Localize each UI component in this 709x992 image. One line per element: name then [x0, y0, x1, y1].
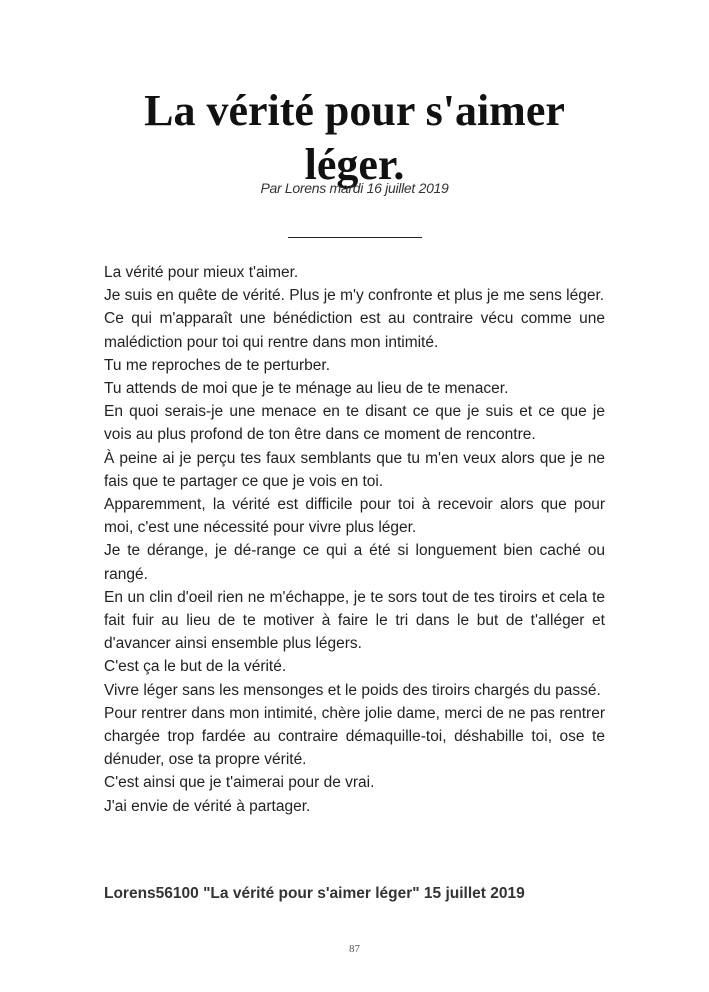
- paragraph: Tu attends de moi que je te ménage au lieu de te menacer.: [104, 380, 509, 398]
- paragraph: Pour rentrer dans mon intimité, chère jolie dame, merci de ne pas rentrer chargée trop fardée au contraire démaquille-toi, déshabille toi, ose te dénuder, ose ta propre vérité.: [104, 704, 605, 769]
- paragraph: Tu me reproches de te perturber.: [104, 356, 331, 374]
- paragraph: La vérité pour mieux t'aimer.: [104, 264, 299, 281]
- page-title: [0, 84, 709, 192]
- paragraph: C'est ainsi que je t'aimerai pour de vrai.: [104, 774, 375, 792]
- paragraph: J'ai envie de vérité à partager.: [104, 797, 311, 815]
- paragraph: À peine ai je perçu tes faux semblants que tu m'en veux alors que je ne fais que te partager ce que je vois en toi.: [104, 449, 605, 490]
- byline: Par Lorens mardi 16 juillet 2019: [260, 180, 449, 196]
- title-line-1: La vérité pour s'aimer: [144, 86, 565, 135]
- article-body: [104, 261, 605, 818]
- page-number: 87: [349, 943, 360, 955]
- paragraph: Vivre léger sans les mensonges et le poids des tiroirs chargés du passé.: [104, 681, 601, 699]
- paragraph: En quoi serais-je une menace en te disant ce que je suis et ce que je vois au plus profond de ton être dans ce moment de rencontre.: [104, 403, 605, 444]
- paragraph: C'est ça le but de la vérité.: [104, 658, 287, 676]
- signature: Lorens56100 "La vérité pour s'aimer léger" 15 juillet 2019: [104, 885, 525, 902]
- paragraph: Je suis en quête de vérité. Plus je m'y confronte et plus je me sens léger.: [104, 287, 605, 305]
- title-line-2: léger.: [304, 140, 405, 189]
- title-divider: [288, 237, 422, 238]
- paragraph: En un clin d'oeil rien ne m'échappe, je te sors tout de tes tiroirs et cela te fait fuir au lieu de te motiver à faire le tri dans le but de t'alléger et d'avancer ainsi ensemble plus légers.: [104, 588, 605, 653]
- paragraph: Ce qui m'apparaît une bénédiction est au contraire vécu comme une malédiction pour toi qui rentre dans mon intimité.: [104, 310, 605, 351]
- paragraph: Apparemment, la vérité est difficile pour toi à recevoir alors que pour moi, c'est une nécessité pour vivre plus léger.: [104, 496, 605, 537]
- paragraph: Je te dérange, je dé-range ce qui a été si longuement bien caché ou rangé.: [104, 542, 605, 583]
